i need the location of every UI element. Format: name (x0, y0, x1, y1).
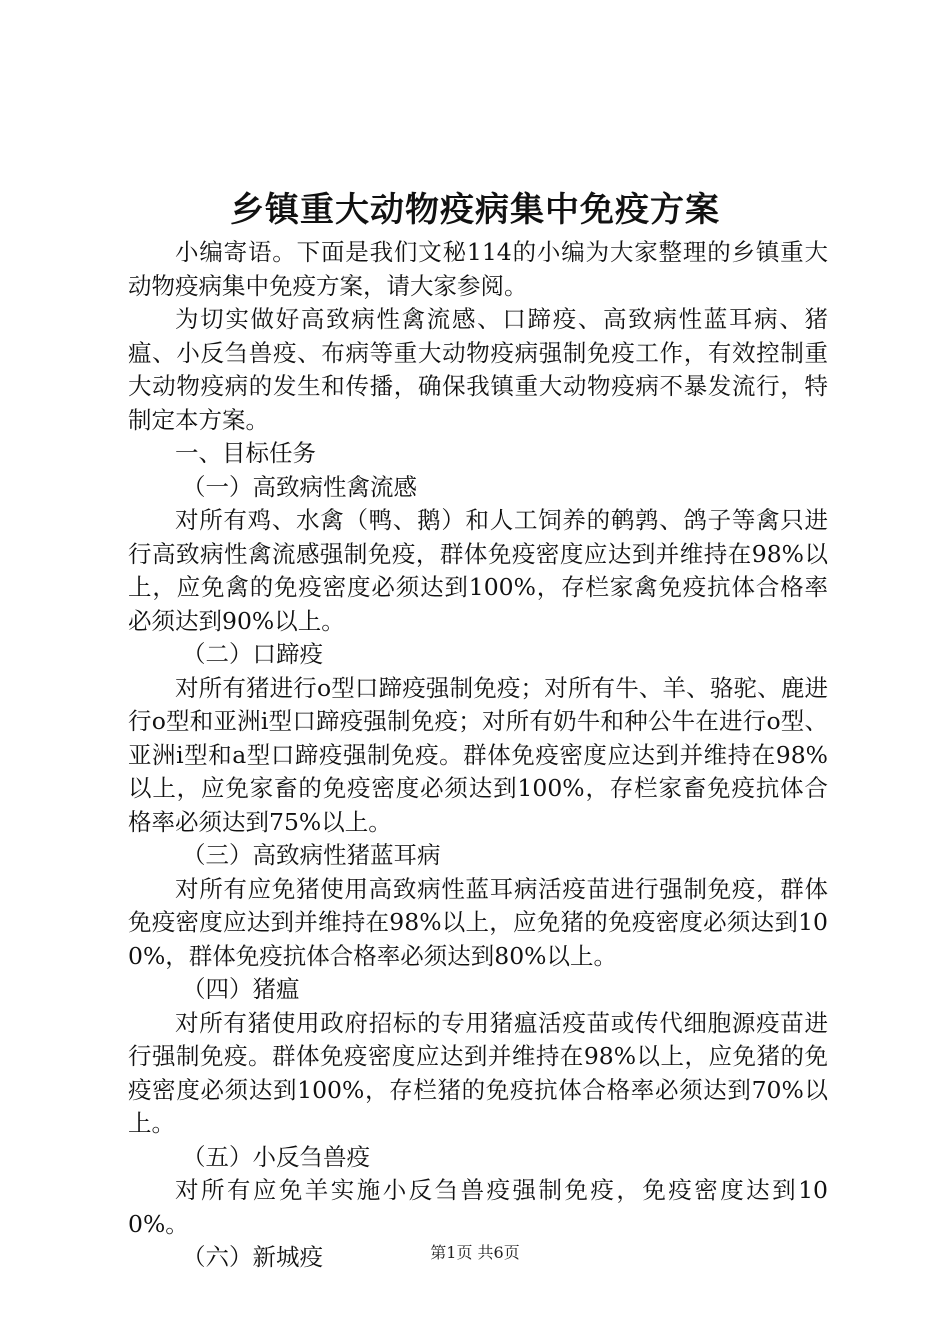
document-title: 乡镇重大动物疫病集中免疫方案 (230, 190, 720, 230)
paragraph-ppr: 对所有应免羊实施小反刍兽疫强制免疫，免疫密度达到100%。 (128, 1176, 828, 1238)
subsection-heading-swine-fever: （四）猪瘟 (182, 975, 300, 1003)
subsection-heading-newcastle: （六）新城疫 (182, 1243, 324, 1271)
page-footer: 第1页 共6页 (430, 1243, 520, 1262)
paragraph-blue-ear: 对所有应免猪使用高致病性蓝耳病活疫苗进行强制免疫，群体免疫密度应达到并维持在98%以上，应免猪的免疫密度必须达到100%，群体免疫抗体合格率必须达到80%以上。 (128, 874, 828, 970)
document-body (128, 236, 828, 1275)
paragraph-swine-fever: 对所有猪使用政府招标的专用猪瘟活疫苗或传代细胞源疫苗进行强制免疫。群体免疫密度应达到并维持在98%以上，应免猪的免疫密度必须达到100%，存栏猪的免疫抗体合格率必须达到70%以上。 (128, 1008, 828, 1137)
subsection-heading-foot-and-mouth: （二）口蹄疫 (182, 640, 324, 668)
section-heading-goals: 一、目标任务 (175, 439, 316, 467)
paragraph-avian-influenza: 对所有鸡、水禽（鸭、鹅）和人工饲养的鹌鹑、鸽子等禽只进行高致病性禽流感强制免疫，群体免疫密度应达到并维持在98%以上，应免禽的免疫密度必须达到100%，存栏家禽免疫抗体合格率必须达到90%以上。 (128, 506, 828, 635)
subsection-heading-avian-influenza: （一）高致病性禽流感 (182, 472, 418, 501)
subsection-heading-ppr: （五）小反刍兽疫 (182, 1142, 371, 1171)
paragraph-foot-and-mouth: 对所有猪进行o型口蹄疫强制免疫；对所有牛、羊、骆驼、鹿进行o型和亚洲i型口蹄疫强制免疫；对所有奶牛和种公牛在进行o型、亚洲i型和a型口蹄疫强制免疫。群体免疫密度应达到并维持在98%以上，应免家畜的免疫密度必须达到100%，存栏家畜免疫抗体合格率必须达到75%以上。 (128, 673, 828, 836)
intro-paragraph: 小编寄语。下面是我们文秘114的小编为大家整理的乡镇重大动物疫病集中免疫方案，请大家参阅。 (128, 238, 828, 300)
subsection-heading-blue-ear: （三）高致病性猪蓝耳病 (182, 841, 441, 869)
purpose-paragraph: 为切实做好高致病性禽流感、口蹄疫、高致病性蓝耳病、猪瘟、小反刍兽疫、布病等重大动物疫病强制免疫工作，有效控制重大动物疫病的发生和传播，确保我镇重大动物疫病不暴发流行，特制定本方案。 (128, 305, 828, 434)
